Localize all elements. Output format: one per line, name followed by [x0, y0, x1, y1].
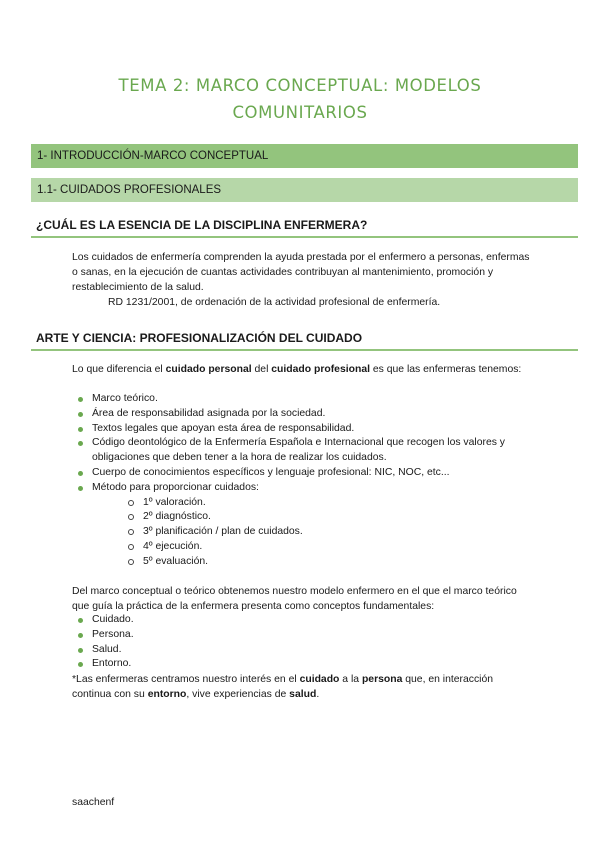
note-text-5: . [316, 689, 320, 700]
sublist-item-text: 1º valoración. [143, 496, 206, 508]
legal-reference: RD 1231/2001, de ordenación de la actividad profesional de enfermería. [108, 297, 441, 308]
sublist-item [92, 510, 532, 525]
sublist-item-text: 5º evaluación. [143, 555, 209, 567]
subsection-bar-cuidados: 1.1- CUIDADOS PROFESIONALES [31, 178, 578, 202]
list-item [72, 436, 532, 466]
sublist-item [92, 540, 532, 555]
note-text-4: , vive experiencias de [186, 689, 290, 700]
list-item [72, 407, 532, 422]
note-text-1: *Las enfermeras centramos nuestro interés en el [72, 674, 300, 685]
list-item-text: Entorno. [92, 658, 132, 670]
list-item-text: Cuerpo de conocimientos específicos y lenguaje profesional: NIC, NOC, etc... [92, 466, 450, 478]
note-text-2: a la [339, 674, 362, 685]
heading-esencia: ¿CUÁL ES LA ESENCIA DE LA DISCIPLINA ENFERMERA? [31, 218, 578, 238]
sublist-item-text: 3º planificación / plan de cuidados. [143, 526, 303, 538]
note-bold-entorno: entorno [147, 689, 187, 700]
bullet-icon [78, 618, 83, 623]
circle-bullet-icon [128, 544, 134, 550]
list-item-text: Textos legales que apoyan esta área de responsabilidad. [92, 422, 355, 434]
heading-arte-ciencia: ARTE Y CIENCIA: PROFESIONALIZACIÓN DEL CUIDADO [31, 331, 578, 351]
intro-bold-cuidado-personal: cuidado personal [165, 364, 252, 375]
paragraph-marco-conceptual: Del marco conceptual o teórico obtenemos nuestro modelo enfermero en el que el marco teórico que guía la práctica de la enfermera presenta como conceptos fundamentales: [72, 586, 517, 612]
list-item-text: Marco teórico. [92, 393, 158, 404]
footer-author: saachenf [72, 797, 115, 808]
intro-text-2: del [251, 364, 272, 375]
bullet-icon [78, 427, 83, 432]
intro-text-1: Lo que diferencia el [72, 364, 166, 375]
circle-bullet-icon [128, 514, 134, 520]
circle-bullet-icon [128, 500, 134, 506]
section-bar-introduccion: 1- INTRODUCCIÓN-MARCO CONCEPTUAL [31, 144, 578, 168]
bullet-icon [78, 397, 83, 402]
sublist-metodo [92, 496, 532, 570]
sublist-item [92, 525, 532, 540]
sublist-item [92, 496, 532, 511]
title-line-2: COMUNITARIOS [232, 103, 368, 122]
bullet-icon [78, 486, 83, 491]
bullet-icon [78, 648, 83, 653]
bullet-list-profesion [72, 392, 532, 570]
list-item [72, 657, 532, 672]
list-item [72, 643, 532, 658]
list-item [72, 466, 532, 481]
note-bold-persona: persona [361, 674, 403, 685]
bullet-icon [78, 633, 83, 638]
list-item [72, 422, 532, 437]
page-title [0, 72, 600, 126]
bullet-icon [78, 412, 83, 417]
list-item-text: Método para proporcionar cuidados: [92, 481, 259, 493]
list-item-text: Código deontológico de la Enfermería Española e Internacional que recogen los valores y obligaciones que deben tener a la hora de realizar los cuidados. [92, 437, 506, 464]
list-item-text: Cuidado. [92, 614, 134, 625]
sublist-item [92, 555, 532, 570]
intro-bold-cuidado-profesional: cuidado profesional [271, 364, 370, 375]
circle-bullet-icon [128, 529, 134, 535]
list-item [72, 628, 532, 643]
bullet-icon [78, 471, 83, 476]
note-bold-cuidado: cuidado [299, 674, 340, 685]
sublist-item-text: 2º diagnóstico. [143, 511, 211, 523]
list-item-text: Área de responsabilidad asignada por la sociedad. [92, 407, 326, 419]
list-item [72, 481, 532, 570]
list-item [72, 613, 532, 628]
paragraph-definicion [72, 250, 532, 310]
definicion-text: Los cuidados de enfermería comprenden la ayuda prestada por el enfermero a personas, enfermas o sanas, en la ejecución de cuantas actividades contribuyan al mantenimiento, promoción y restablecimiento de la salud. [72, 252, 530, 293]
bullet-list-conceptos [72, 613, 532, 672]
paragraph-diferencia [72, 362, 532, 377]
intro-text-3: es que las enfermeras tenemos: [370, 364, 522, 375]
list-item-text: Salud. [92, 643, 122, 655]
bullet-icon [78, 662, 83, 667]
note-bold-salud: salud [289, 689, 317, 700]
sublist-item-text: 4º ejecución. [143, 540, 203, 552]
note-text-3: que, en interacción continua con su [72, 674, 494, 700]
list-item-text: Persona. [92, 628, 134, 640]
circle-bullet-icon [128, 559, 134, 565]
list-item [72, 392, 532, 407]
title-line-1: TEMA 2: MARCO CONCEPTUAL: MODELOS [118, 76, 482, 95]
paragraph-nota [72, 672, 532, 702]
bullet-icon [78, 441, 83, 446]
